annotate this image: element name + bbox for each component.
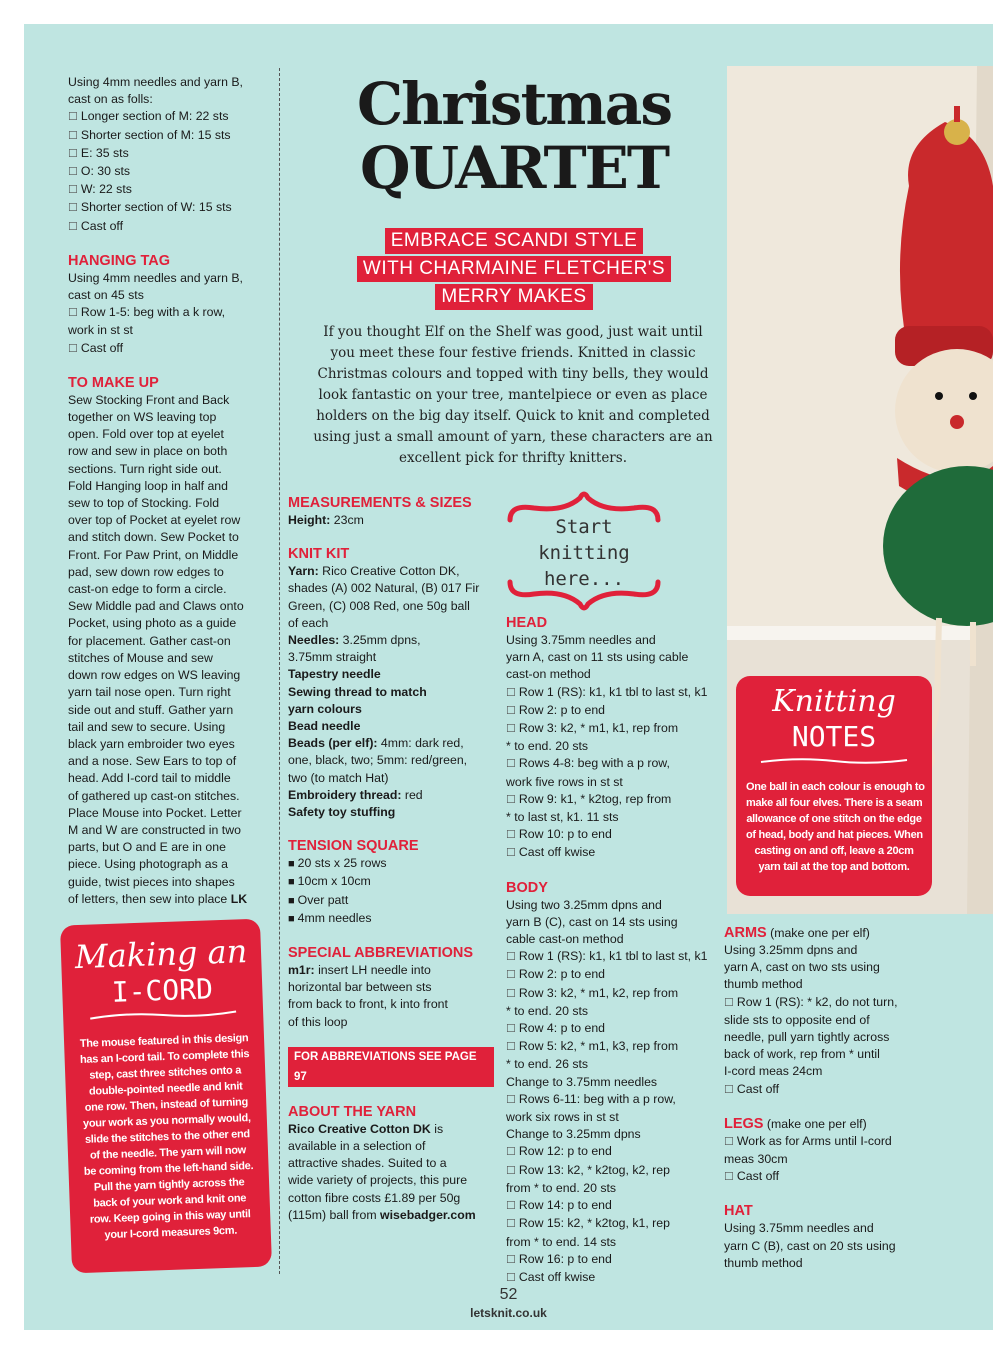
make-up-line: together on WS leaving top xyxy=(68,410,217,425)
body-change-needles: Change to 3.25mm dpns xyxy=(506,1127,641,1142)
about-yarn-first xyxy=(288,1121,494,1138)
arms-line: Using 3.25mm dpns and xyxy=(724,943,858,957)
head-row: * to end. 20 sts xyxy=(506,739,589,754)
beads-text: one, black, two; 5mm: red/green, xyxy=(288,753,468,768)
arms-heading-text: ARMS xyxy=(724,925,767,941)
about-yarn-text: wide variety of projects, this pure xyxy=(288,1173,468,1188)
legs-subheading: (make one per elf) xyxy=(763,1116,867,1131)
height-label: Height: xyxy=(288,513,331,527)
materials-column xyxy=(288,494,494,1224)
icord-line: your I-cord measures 9cm. xyxy=(104,1224,238,1242)
tension-item: ■ Over patt xyxy=(288,892,494,910)
icord-line: double-pointed needle and knit xyxy=(88,1080,243,1098)
make-up-line: pad, sew down row edges to xyxy=(68,564,224,579)
icord-line: back of your work and knit one xyxy=(93,1192,247,1210)
start-line: Start xyxy=(555,516,613,538)
about-yarn-text: available in a selection of xyxy=(288,1139,426,1154)
body-row: from * to end. 14 sts xyxy=(506,1234,617,1249)
body-row: ☐ Row 15: k2, * k2tog, k1, rep xyxy=(506,1215,714,1233)
head-row: ☐ Row 2: p to end xyxy=(506,702,714,720)
needles-text: 3.75mm straight xyxy=(288,650,377,665)
make-up-line: side out and stuff. Gather yarn xyxy=(68,702,234,717)
cast-item: ☐ W: 22 sts xyxy=(68,181,268,199)
hat-line: yarn C (B), cast on 20 sts using xyxy=(724,1238,896,1253)
cast-item: ☐ E: 35 sts xyxy=(68,145,268,163)
icord-line: Pull the yarn tightly across the xyxy=(93,1176,245,1194)
hat-heading: HAT xyxy=(724,1203,753,1220)
body-row: * to end. 26 sts xyxy=(506,1057,589,1072)
about-yarn-last xyxy=(288,1207,494,1224)
hat-line: thumb method xyxy=(724,1255,803,1270)
make-up-line: yarn tail nose open. Turn right xyxy=(68,685,231,700)
embroidery-line xyxy=(288,787,494,804)
height-line xyxy=(288,512,494,529)
notes-line: casting on and off, leave a 20cm xyxy=(754,845,914,857)
tension-item: ■ 4mm needles xyxy=(288,910,494,928)
yarn-text: Green, (C) 008 Red, one 50g ball xyxy=(288,598,470,613)
strapline-line: EMBRACE SCANDI STYLE xyxy=(385,228,644,254)
page-number: 52 xyxy=(499,1286,518,1303)
icord-tip-box xyxy=(60,919,272,1274)
safety-stuffing: Safety toy stuffing xyxy=(288,805,396,820)
m1r-text: from back to front, k into front xyxy=(288,997,448,1012)
arms-line: yarn A, cast on two sts using xyxy=(724,960,880,975)
legs-heading xyxy=(724,1115,924,1133)
make-up-line: piece. Using photograph as a xyxy=(68,857,228,872)
measurements-heading: MEASUREMENTS & SIZES xyxy=(288,495,472,511)
start-knitting-callout xyxy=(504,486,664,614)
hat-line: Using 3.75mm needles and xyxy=(724,1221,874,1236)
body-row: ☐ Row 13: k2, * k2tog, k2, rep xyxy=(506,1162,714,1180)
head-row: ☐ Row 1 (RS): k1, k1 tbl to last st, k1 xyxy=(506,684,714,702)
hanging-tag-step: ☐ Row 1-5: beg with a k row, xyxy=(68,304,268,322)
body-row: ☐ Cast off kwise xyxy=(506,1269,714,1287)
m1r-text: of this loop xyxy=(288,1014,348,1029)
hanging-tag-line: Using 4mm needles and yarn B, xyxy=(68,270,243,285)
body-change-needles: Change to 3.75mm needles xyxy=(506,1074,658,1089)
knit-kit-heading: KNIT KIT xyxy=(288,546,350,563)
make-up-line: tail and sew to secure. Using xyxy=(68,719,226,734)
notes-caps-title: NOTES xyxy=(791,720,877,753)
body-row: work six rows in st st xyxy=(506,1110,619,1125)
start-line: knitting xyxy=(538,542,630,564)
make-up-heading: TO MAKE UP xyxy=(68,374,159,391)
yarn-text: of each xyxy=(288,615,329,630)
about-yarn-text: (115m) ball from xyxy=(288,1207,381,1222)
start-knitting-text xyxy=(504,514,664,592)
about-yarn-text: cotton fibre costs £1.89 per 50g xyxy=(288,1190,461,1205)
notes-line: make all four elves. There is a seam xyxy=(746,797,923,809)
start-line: here... xyxy=(543,568,625,590)
legs-row: meas 30cm xyxy=(724,1152,788,1167)
hanging-tag-cast-off: ☐ Cast off xyxy=(68,340,268,358)
body-row: from * to end. 20 sts xyxy=(506,1180,617,1195)
icord-line: slide the stitches to the other end xyxy=(84,1128,251,1146)
icord-body-text xyxy=(64,1030,271,1245)
make-up-line: sections. Turn right side out. xyxy=(68,461,222,476)
yarn-line xyxy=(288,563,494,580)
intro-line: Christmas colours and topped with tiny bells, they would xyxy=(317,366,709,382)
make-up-line: for placement. Gather cast-on xyxy=(68,633,231,648)
notes-line: yarn tail at the top and bottom. xyxy=(758,861,910,873)
arms-row: ☐ Row 1 (RS): * k2, do not turn, xyxy=(724,994,924,1012)
head-line: yarn A, cast on 11 sts using cable xyxy=(506,650,689,665)
tension-item: ■ 20 sts x 25 rows xyxy=(288,855,494,873)
sewing-thread: yarn colours xyxy=(288,701,362,716)
make-up-last-text: of letters, then sew into place xyxy=(68,891,228,906)
body-row: ☐ Row 2: p to end xyxy=(506,966,714,984)
strapline-line: WITH CHARMAINE FLETCHER'S xyxy=(357,256,671,282)
special-abbr-heading: SPECIAL ABBREVIATIONS xyxy=(288,945,474,962)
beads-label: Beads (per elf): xyxy=(288,736,378,751)
about-yarn-text: is xyxy=(430,1121,444,1136)
body-heading: BODY xyxy=(506,879,548,896)
strapline xyxy=(304,228,724,312)
icord-line: has an I-cord tail. To complete this xyxy=(79,1048,250,1066)
icord-line: step, cast three stitches onto a xyxy=(89,1064,242,1082)
head-row: ☐ Cast off kwise xyxy=(506,844,714,862)
arms-line: I-cord meas 24cm xyxy=(724,1064,823,1079)
cast-item: ☐ Shorter section of M: 15 sts xyxy=(68,127,268,145)
cast-item: ☐ O: 30 sts xyxy=(68,163,268,181)
body-row: ☐ Row 12: p to end xyxy=(506,1143,714,1161)
m1r-term: m1r: xyxy=(288,963,315,978)
embroidery-label: Embroidery thread: xyxy=(288,787,402,802)
squiggle-underline-icon xyxy=(759,756,909,766)
signoff: LK xyxy=(230,891,248,906)
title-line-1: Christmas xyxy=(357,70,671,138)
m1r-line xyxy=(288,962,494,979)
column-divider xyxy=(279,68,280,1274)
squiggle-underline-icon xyxy=(88,1007,238,1022)
arms-subheading: (make one per elf) xyxy=(766,926,870,940)
yarn-label: Yarn: xyxy=(288,564,319,579)
make-up-line: black yarn embroider two eyes xyxy=(68,736,235,751)
yarn-text: Rico Creative Cotton DK, xyxy=(318,564,460,579)
intro-line: If you thought Elf on the Shelf was good, just wait until xyxy=(323,324,703,340)
left-column xyxy=(68,74,268,908)
beads-line xyxy=(288,735,494,752)
hanging-tag-heading: HANGING TAG xyxy=(68,252,171,269)
body-line: cable cast-on method xyxy=(506,932,624,947)
intro-line: excellent pick for thrifty knitters. xyxy=(399,450,627,466)
make-up-line: Pocket, using photo as a guide xyxy=(68,616,237,631)
legs-cast-off: ☐ Cast off xyxy=(724,1168,924,1186)
head-body-column xyxy=(506,614,714,1287)
head-heading: HEAD xyxy=(506,615,548,631)
supplier-link: wisebadger.com xyxy=(380,1207,476,1222)
height-value: 23cm xyxy=(333,513,364,527)
arms-legs-hat-column xyxy=(724,924,924,1272)
make-up-line: open. Fold over top at eyelet xyxy=(68,427,224,442)
legs-row: ☐ Work as for Arms until I-cord xyxy=(724,1133,924,1151)
icord-line: of the needle. The yarn will now xyxy=(89,1144,247,1162)
icord-line: be coming from the left-hand side. xyxy=(83,1160,254,1178)
needles-label: Needles: xyxy=(288,633,340,648)
icord-caps-title: I-CORD xyxy=(111,972,214,1009)
intro-line: you meet these four festive friends. Knitted in classic xyxy=(330,345,696,361)
head-row: ☐ Row 9: k1, * k2tog, rep from xyxy=(506,791,714,809)
body-row: ☐ Row 14: p to end xyxy=(506,1197,714,1215)
beads-text: two (to match Hat) xyxy=(288,770,389,785)
body-row: ☐ Row 1 (RS): k1, k1 tbl to last st, k1 xyxy=(506,948,714,966)
notes-script-title: Knitting xyxy=(772,684,896,719)
notes-line: allowance of one stitch on the edge xyxy=(746,813,922,825)
website: letsknit.co.uk xyxy=(470,1306,547,1320)
arms-heading xyxy=(724,924,924,942)
head-row: work five rows in st st xyxy=(506,774,623,789)
make-up-text xyxy=(68,392,268,891)
magazine-page xyxy=(24,24,993,1330)
m1r-text: insert LH needle into xyxy=(314,963,431,978)
head-instructions xyxy=(506,632,714,863)
body-line: yarn B (C), cast on 14 sts using xyxy=(506,914,678,929)
embroidery-value: red xyxy=(401,787,423,802)
arms-line: needle, pull yarn tightly across xyxy=(724,1030,890,1045)
m1r-text: horizontal bar between sts xyxy=(288,980,432,995)
icord-line: one row. Then, instead of turning xyxy=(84,1096,249,1114)
body-row: ☐ Row 4: p to end xyxy=(506,1020,714,1038)
make-up-line: Fold Hanging loop in half and xyxy=(68,478,228,493)
head-row: * to last st, k1. 11 sts xyxy=(506,810,619,825)
head-row: ☐ Rows 4-8: beg with a p row, xyxy=(506,755,714,773)
make-up-line: head. Add I-cord tail to middle xyxy=(68,771,231,786)
body-instructions xyxy=(506,897,714,1287)
cast-intro-1: Using 4mm needles and yarn B, xyxy=(68,75,243,89)
body-row: ☐ Row 5: k2, * m1, k3, rep from xyxy=(506,1038,714,1056)
bead-needle: Bead needle xyxy=(288,719,361,734)
cast-item: ☐ Cast off xyxy=(68,218,268,236)
make-up-line: Front. For Paw Print, on Middle xyxy=(68,547,239,562)
make-up-line: stitches of Mouse and sew xyxy=(68,650,213,665)
make-up-line: guide, twist pieces into shapes xyxy=(68,874,235,889)
notes-line: of head, body and hat pieces. When xyxy=(746,829,923,841)
sewing-thread: Sewing thread to match xyxy=(288,684,427,699)
make-up-line: and stitch down. Sew Pocket to xyxy=(68,530,239,545)
tension-item: ■ 10cm x 10cm xyxy=(288,873,494,891)
body-row: ☐ Row 3: k2, * m1, k2, rep from xyxy=(506,985,714,1003)
hanging-tag-line: work in st st xyxy=(68,323,133,338)
body-row: * to end. 20 sts xyxy=(506,1003,589,1018)
intro-line: look fantastic on your tree, mantelpiece or even as place xyxy=(318,387,708,403)
make-up-line: row and sew in place on both xyxy=(68,444,228,459)
needles-text: 3.25mm dpns, xyxy=(339,633,421,648)
beads-text: 4mm: dark red, xyxy=(377,736,464,751)
make-up-line: M and W are constructed in two xyxy=(68,822,241,837)
make-up-line: Sew Stocking Front and Back xyxy=(68,392,230,407)
icord-line: The mouse featured in this design xyxy=(79,1032,249,1050)
intro-line: holders on the big day itself. Quick to knit and completed xyxy=(316,408,710,424)
head-line: Using 3.75mm needles and xyxy=(506,633,656,647)
icord-script-title: Making an xyxy=(74,932,248,977)
intro-line: using just a small amount of yarn, these characters are an xyxy=(313,429,713,445)
needles-line xyxy=(288,632,494,649)
make-up-last-line xyxy=(68,891,268,908)
head-line: cast-on method xyxy=(506,667,591,682)
make-up-line: and a nose. Sew Ears to top of xyxy=(68,754,237,769)
yarn-name: Rico Creative Cotton DK xyxy=(288,1121,431,1136)
tension-heading: TENSION SQUARE xyxy=(288,838,419,855)
title-line-2: QUARTET xyxy=(359,134,669,202)
make-up-line: Sew Middle pad and Claws onto xyxy=(68,599,244,614)
hanging-tag-line: cast on 45 sts xyxy=(68,288,144,303)
arms-cast-off: ☐ Cast off xyxy=(724,1081,924,1099)
icord-line: your work as you normally would, xyxy=(82,1112,251,1130)
notes-line: One ball in each colour is enough to xyxy=(746,781,925,793)
icord-line: row. Keep going in this way until xyxy=(89,1208,251,1226)
notes-body-text xyxy=(736,779,932,875)
yarn-text: shades (A) 002 Natural, (B) 017 Fir xyxy=(288,581,480,596)
make-up-line: sew to top of Stocking. Fold xyxy=(68,496,220,511)
cast-item: ☐ Longer section of M: 22 sts xyxy=(68,108,268,126)
body-row: ☐ Rows 6-11: beg with a p row, xyxy=(506,1091,714,1109)
make-up-line: down row edges on WS leaving xyxy=(68,668,241,683)
make-up-line: parts, but O and E are in one xyxy=(68,840,226,855)
make-up-line: cast-on edge to form a circle. xyxy=(68,582,227,597)
cast-intro-2: cast on as folls: xyxy=(68,92,153,107)
cast-item: ☐ Shorter section of W: 15 sts xyxy=(68,199,268,217)
arms-line: slide sts to opposite end of xyxy=(724,1012,870,1027)
about-yarn-text: attractive shades. Suited to a xyxy=(288,1156,447,1171)
body-row: ☐ Row 16: p to end xyxy=(506,1251,714,1269)
make-up-line: of gathered up cast-on stitches. xyxy=(68,788,240,803)
strapline-line: MERRY MAKES xyxy=(435,284,592,310)
head-row: ☐ Row 3: k2, * m1, k1, rep from xyxy=(506,720,714,738)
body-line: Using two 3.25mm dpns and xyxy=(506,897,662,912)
intro-paragraph xyxy=(308,322,718,469)
abbreviations-banner: FOR ABBREVIATIONS SEE PAGE 97 xyxy=(288,1047,494,1087)
head-row: ☐ Row 10: p to end xyxy=(506,826,714,844)
about-yarn-heading: ABOUT THE YARN xyxy=(288,1103,417,1120)
knitting-notes-box xyxy=(736,676,932,896)
arms-line: back of work, rep from * until xyxy=(724,1047,880,1062)
tapestry-needle: Tapestry needle xyxy=(288,667,381,682)
make-up-line: over top of Pocket at eyelet row xyxy=(68,513,241,528)
legs-heading-text: LEGS xyxy=(724,1115,764,1132)
arms-line: thumb method xyxy=(724,977,803,992)
make-up-line: Place Mouse into Pocket. Letter xyxy=(68,805,242,820)
